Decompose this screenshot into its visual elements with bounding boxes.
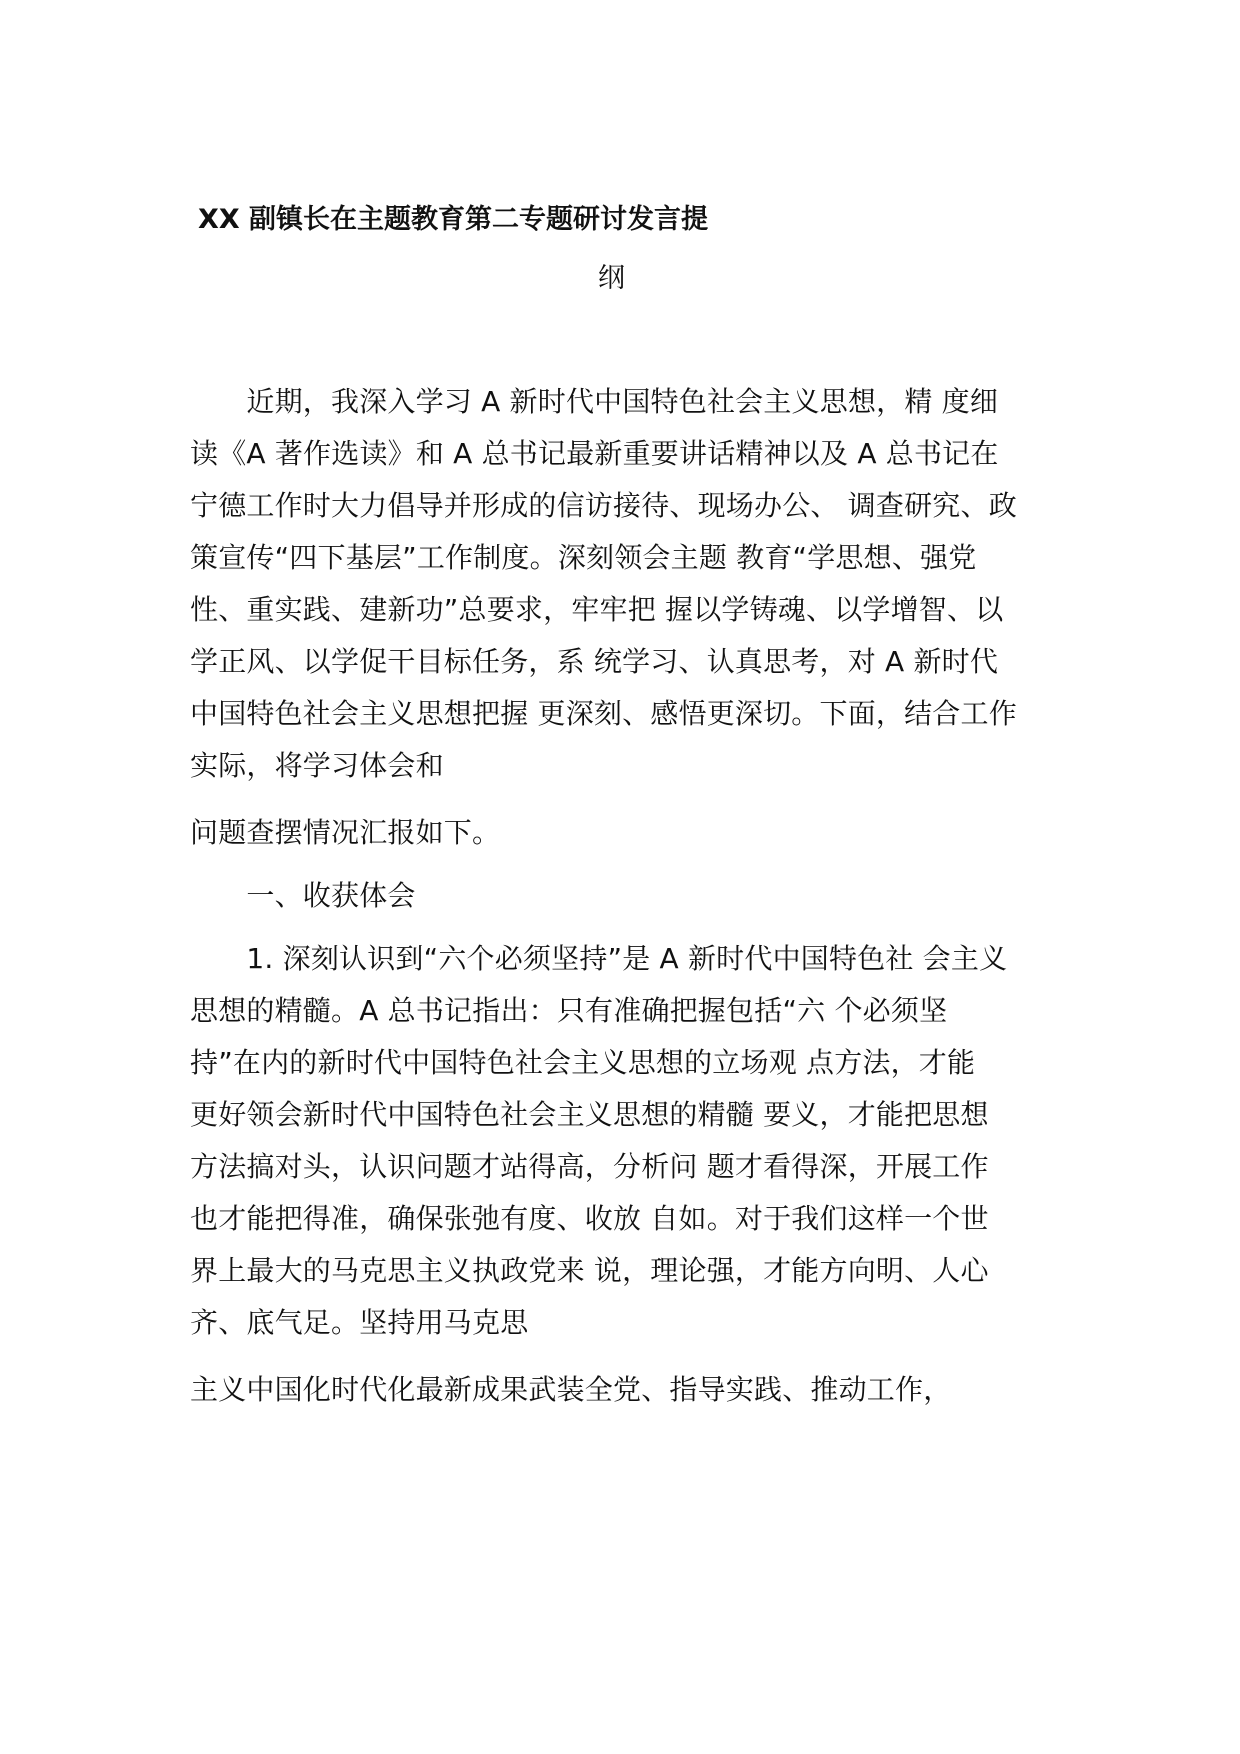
body-line-6: 学正风、以学促干目标任务，系 统学习、认真思考，对 A 新时代 <box>190 645 999 678</box>
body-line-18: 齐、底气足。坚持用马克思 <box>190 1306 529 1339</box>
body-line-9: 问题查摆情况汇报如下。 <box>190 816 501 849</box>
document-title-line-1: XX 副镇长在主题教育第二专题研讨发言提 <box>198 204 709 235</box>
body-line-8: 实际，将学习体会和 <box>190 749 444 782</box>
body-line-19: 主义中国化时代化最新成果武装全党、指导实践、推动工作， <box>190 1373 952 1406</box>
body-line-4: 策宣传“四下基层”工作制度。深刻领会主题 教育“学思想、强党 <box>190 541 977 574</box>
body-line-5: 性、重实践、建新功”总要求，牢牢把 握以学铸魂、以学增智、以 <box>190 593 1004 626</box>
section-heading: 一、收获体会 <box>190 879 416 912</box>
body-line-11: 1. 深刻认识到“六个必须坚持”是 A 新时代中国特色社 会主义 <box>190 942 1008 975</box>
body-line-14: 更好领会新时代中国特色社会主义思想的精髓 要义，才能把思想 <box>190 1098 989 1131</box>
body-line-15: 方法搞对头，认识问题才站得高，分析问 题才看得深，开展工作 <box>190 1150 989 1183</box>
document-title-line-2: 纲 <box>598 263 625 294</box>
body-line-17: 界上最大的马克思主义执政党来 说，理论强，才能方向明、人心 <box>190 1254 989 1287</box>
body-line-3: 宁德工作时大力倡导并形成的信访接待、现场办公、 调查研究、政 <box>190 489 1017 522</box>
body-line-12: 思想的精髓。A 总书记指出：只有准确把握包括“六 个必须坚 <box>190 994 948 1027</box>
body-line-1: 近期，我深入学习 A 新时代中国特色社会主义思想，精 度细 <box>190 385 999 418</box>
body-line-2: 读《A 著作选读》和 A 总书记最新重要讲话精神以及 A 总书记在 <box>190 437 999 470</box>
body-line-13: 持”在内的新时代中国特色社会主义思想的立场观 点方法，才能 <box>190 1046 976 1079</box>
body-line-7: 中国特色社会主义思想把握 更深刻、感悟更深切。下面，结合工作 <box>190 697 1017 730</box>
body-line-16: 也才能把得准，确保张弛有度、收放 自如。对于我们这样一个世 <box>190 1202 989 1235</box>
